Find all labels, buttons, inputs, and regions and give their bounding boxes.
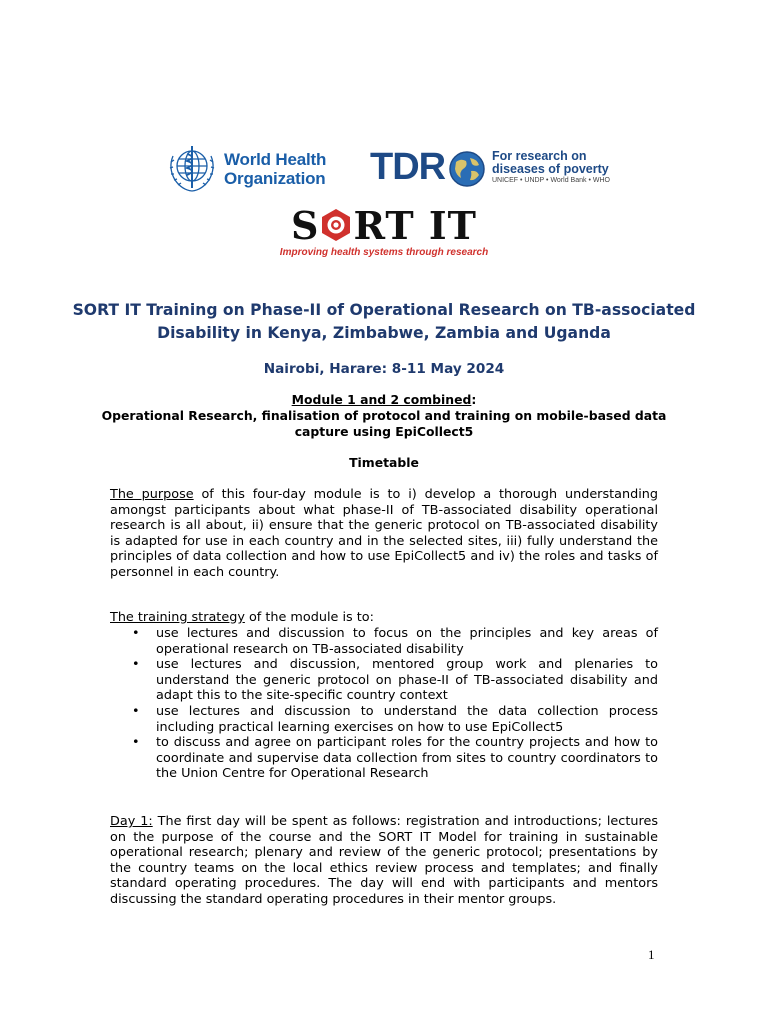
module-label: Module 1 and 2 combined xyxy=(291,392,472,407)
module-heading xyxy=(60,392,708,408)
strategy-intro xyxy=(110,610,658,626)
purpose-text: of this four-day module is to i) develop a thorough understanding amongst participants about what phase-II of TB-associated disability operational research is all about, ii) ensure that the generic protocol on TB-associated disability is adapted for use in each country and in the selected sites, iii) fully understand the principles of data collection and how to use EpiCollect5 and iv) the roles and tasks of personnel in each country. xyxy=(110,487,658,580)
tdr-logo xyxy=(370,146,610,194)
globe-icon xyxy=(448,150,486,188)
list-item xyxy=(110,657,658,704)
strategy-label: The training strategy xyxy=(110,610,245,625)
partner-logos xyxy=(162,142,622,196)
purpose-label: The purpose xyxy=(110,487,194,502)
list-item-text: use lectures and discussion to understand the data collection process including practical learning exercises on how to use EpiCollect5 xyxy=(156,703,658,735)
tdr-tagline-2: diseases of poverty xyxy=(492,162,609,176)
day1-paragraph xyxy=(110,814,658,908)
list-item-text: use lectures and discussion, mentored group work and plenaries to understand the generic protocol on phase-II of TB-associated disability and adapt this to the site-specific country context xyxy=(156,657,658,704)
sortit-letters-rt-it: RT IT xyxy=(353,203,477,248)
who-wordmark xyxy=(224,150,326,188)
timetable-heading: Timetable xyxy=(349,455,419,470)
tdr-partners: UNICEF • UNDP • World Bank • WHO xyxy=(492,177,610,184)
bullet-icon: • xyxy=(132,626,140,641)
page-number: 1 xyxy=(648,947,655,962)
bullet-icon: • xyxy=(132,657,140,673)
day1-label: Day 1: xyxy=(110,814,153,829)
bullet-icon: • xyxy=(132,703,140,719)
location-dates: Nairobi, Harare: 8-11 May 2024 xyxy=(263,361,505,377)
purpose-paragraph xyxy=(110,487,658,581)
hexagon-nut-icon xyxy=(320,208,352,242)
sortit-tagline: Improving health systems through research xyxy=(279,247,489,258)
who-line-2: Organization xyxy=(224,169,326,188)
sortit-wordmark xyxy=(291,204,477,248)
list-item xyxy=(110,704,658,735)
sortit-letter-s: S xyxy=(291,203,320,248)
tdr-tagline xyxy=(492,150,609,176)
list-item-text: to discuss and agree on participant roles for the country projects and how to coordinate and supervise data collection from sites to country coordinators to the Union Centre for Operational Research xyxy=(156,735,658,782)
module-colon: : xyxy=(471,392,477,407)
tdr-wordmark: TDR xyxy=(370,146,446,188)
day1-text: The first day will be spent as follows: registration and introductions; lectures on the purpose of the course and the SORT IT Model for training in sustainable operational research; plenary and review of the generic protocol; presentations by the country teams on the local ethics review process and templates; and finally standard operating procedures. The day will end with participants and mentors discussing the standard operating procedures in their mentor groups. xyxy=(110,814,658,907)
module-description: Operational Research, finalisation of protocol and training on mobile-based data capture using EpiCollect5 xyxy=(101,408,667,439)
bullet-icon: • xyxy=(132,735,140,751)
strategy-list xyxy=(110,626,658,782)
document-title: SORT IT Training on Phase-II of Operational Research on TB-associated Disability in Kenya, Zimbabwe, Zambia and Uganda xyxy=(72,301,696,342)
who-line-1: World Health xyxy=(224,150,327,169)
tdr-tagline-1: For research on xyxy=(492,149,587,163)
who-logo xyxy=(162,142,342,194)
list-item-text: use lectures and discussion to focus on the principles and key areas of operational research on TB-associated disability xyxy=(156,626,658,657)
list-item xyxy=(110,735,658,782)
strategy-intro-text: of the module is to: xyxy=(244,610,374,625)
sortit-logo xyxy=(0,204,768,248)
list-item xyxy=(110,626,658,657)
who-emblem-icon xyxy=(165,142,219,194)
